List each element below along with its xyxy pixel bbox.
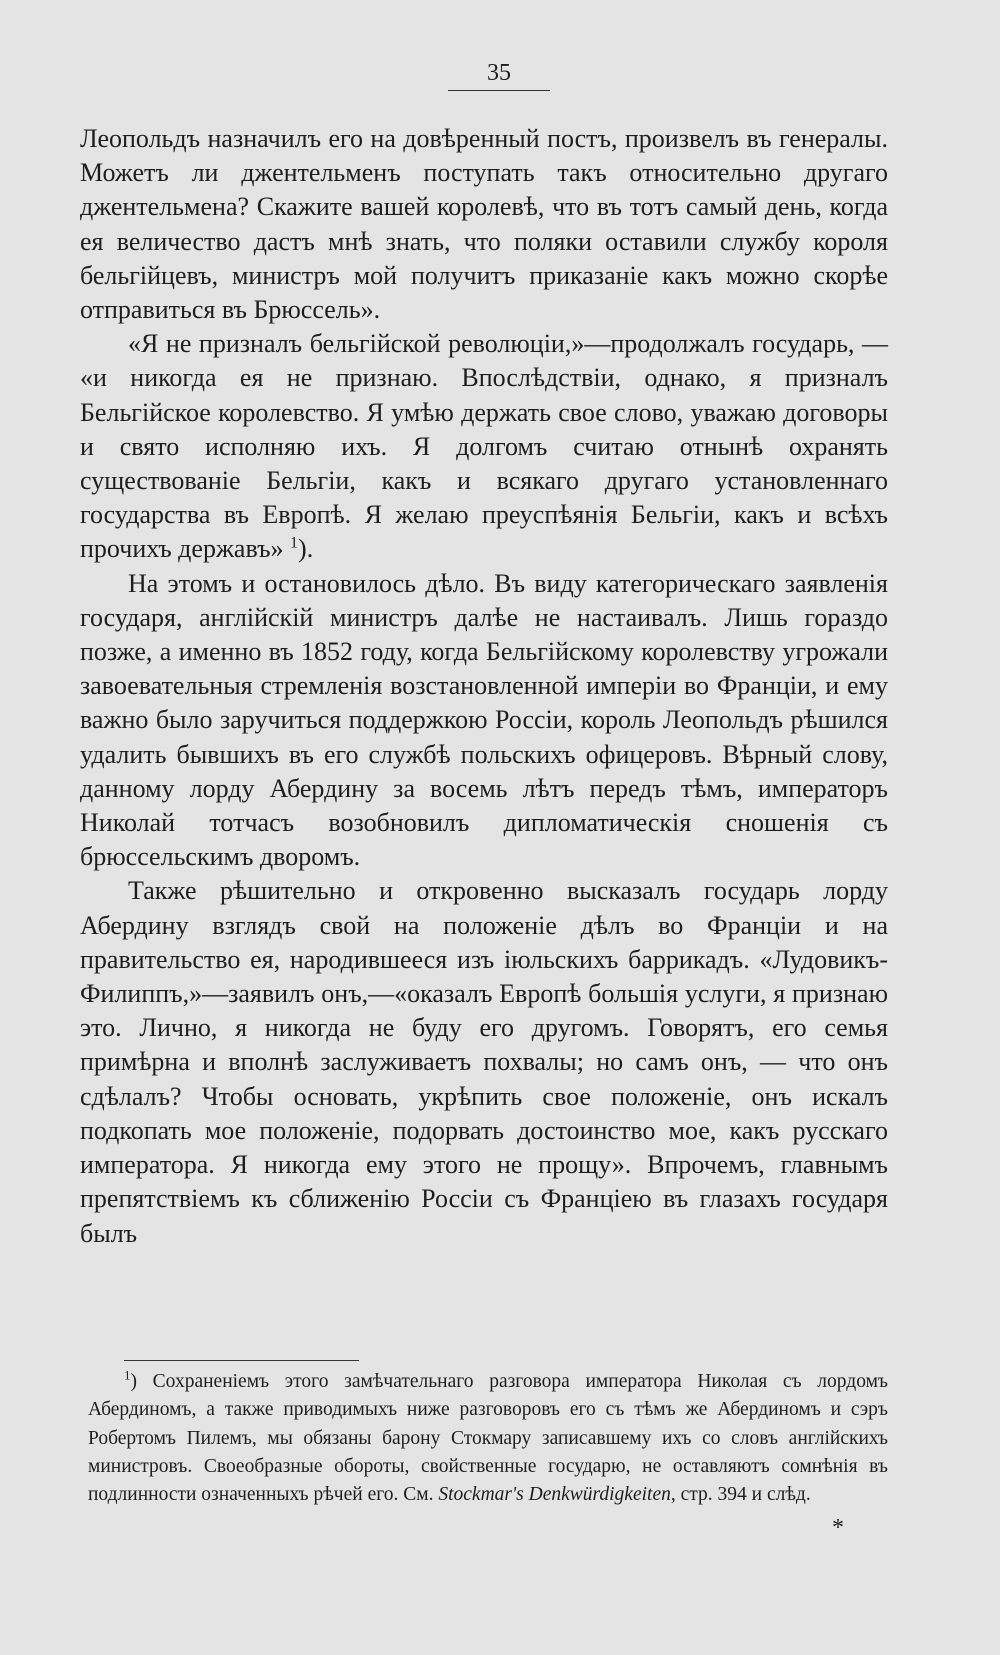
paragraph-2-text: «Я не призналъ бельгійской революціи,»—продолжалъ государь, — «и никогда ея не признаю. Впослѣдствіи, однако, я призналъ Бельгійское королевство. Я умѣю держать свое слово, уважаю договоры и свято исполняю ихъ. Я долгомъ считаю отнынѣ охранять существованіе Бельгіи, какъ и всякаго другаго установленнаго государства въ Европѣ. Я желаю преуспѣянія Бельгіи, какъ и всѣхъ прочихъ державъ» [80,329,888,564]
paragraph-3-text: На этомъ и остановилось дѣло. Въ виду категорическаго заявленія государя, англійскій министръ далѣе не настаивалъ. Лишь гораздо позже, а именно въ 1852 году, когда Бельгійскому королевству угрожали завоевательныя стремленія возстановленной имперіи во Франціи, и ему важно было заручиться поддержкою Россіи, король Леопольдъ рѣшился удалить бывшихъ въ его службѣ польскихъ офицеровъ. Вѣрный слову, данному лорду Абердину за восемь лѣтъ передъ тѣмъ, императоръ Николай тотчасъ возобновилъ дипломатическія сношенія съ брюссельскимъ дворомъ. [80,568,888,872]
paragraph-4-text: Также рѣшительно и откровенно высказалъ государь лорду Абердину взглядъ свой на положеніе дѣлъ во Франціи и на правительство ея, народившееся изъ іюльскихъ баррикадъ. «Лудовикъ-Филиппъ,»—заявилъ онъ,—«оказалъ Европѣ большія услуги, я признаю это. Лично, я никогда не буду его другомъ. Говорятъ, его семья примѣрна и вполнѣ заслуживаетъ похвалы; но самъ онъ, — что онъ сдѣлалъ? Чтобы основать, укрѣпить свое положеніе, онъ искалъ подкопать мое положеніе, подорвать достоинство мое, какъ русскаго императора. Я никогда ему этого не прощу». Впрочемъ, главнымъ препятствіемъ къ сближенію Россіи съ Франціею въ глазахъ государя былъ [80,876,888,1248]
paragraph-3 [80,567,888,875]
paragraph-1 [80,122,888,327]
paragraph-2 [80,327,888,566]
paragraph-2-tail: ). [298,534,314,564]
paragraph-4 [80,874,888,1250]
page-number-rule [448,90,550,91]
footnote-text: ) Сохраненіемъ этого замѣчательнаго разговора императора Николая съ лордомъ Абердиномъ, а также приводимыхъ ниже разговоровъ его съ тѣмъ же Абердиномъ и сэръ Робертомъ Пилемъ, мы обязаны барону Стокмару записавшему ихъ со словъ англійскихъ министровъ. Своеобразные обороты, свойственные государю, не оставляютъ сомнѣнія въ подлинности означенныхъ рѣчей его. См. [88,1371,888,1506]
paragraph-1-text: Леопольдъ назначилъ его на довѣренный постъ, произвелъ въ генералы. Можетъ ли джентельменъ поступать такъ относительно другаго джентельмена? Скажите вашей королевѣ, что въ тотъ самый день, когда ея величество дастъ мнѣ знать, что поляки оставили службу короля бельгійцевъ, министръ мой получитъ приказаніе какъ можно скорѣе отправиться въ Брюссель». [80,124,888,325]
footnote-marker: 1 [124,1367,131,1383]
page-number: 35 [487,60,511,86]
footnote-paragraph [88,1368,888,1509]
footnote-text-end: , стр. 394 и слѣд. [670,1484,811,1506]
footnote [88,1368,888,1509]
footnote-reference: 1 [290,534,299,552]
printer-signature-mark: * [832,1515,844,1541]
footnote-separator [124,1360,359,1361]
footnote-source-title: Stockmar's Denkwürdigkeiten [438,1484,671,1506]
main-text [80,122,888,1251]
